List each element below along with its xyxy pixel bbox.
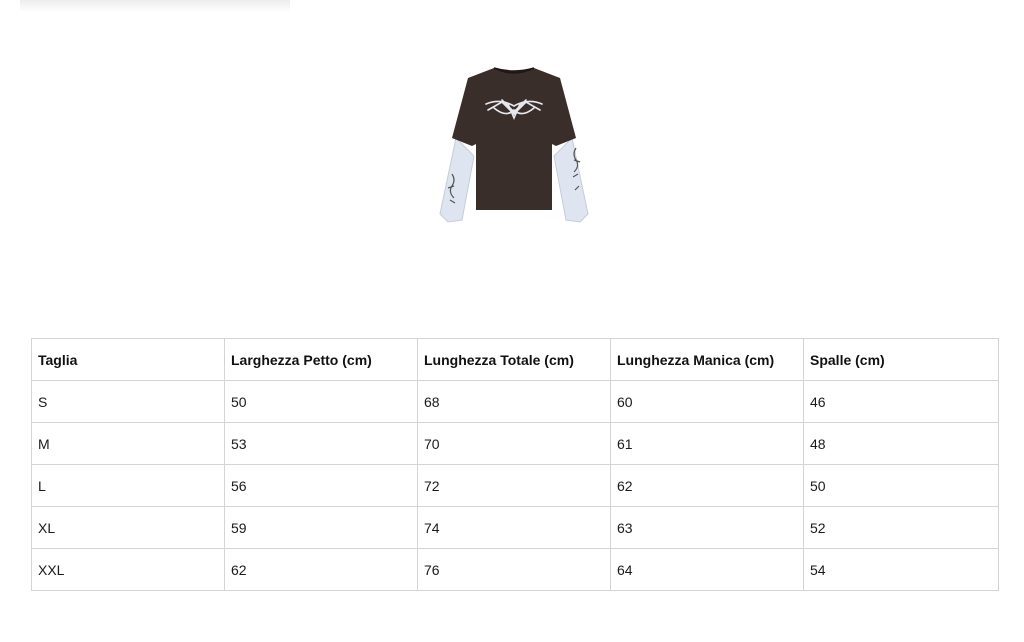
- cell-shoulders: 48: [804, 423, 999, 465]
- right-undersleeve: [554, 138, 588, 222]
- cell-size: M: [32, 423, 225, 465]
- cell-sleeve-length: 61: [611, 423, 804, 465]
- table-row: [32, 381, 999, 423]
- cell-sleeve-length: 62: [611, 465, 804, 507]
- header-shoulders: Spalle (cm): [804, 339, 999, 381]
- table-row: [32, 465, 999, 507]
- cell-shoulders: 50: [804, 465, 999, 507]
- left-undersleeve: [440, 138, 474, 222]
- tshirt-body: [452, 68, 576, 210]
- cell-chest-width: 59: [225, 507, 418, 549]
- cell-sleeve-length: 63: [611, 507, 804, 549]
- size-chart-table: [31, 338, 999, 591]
- header-chest-width: Larghezza Petto (cm): [225, 339, 418, 381]
- cell-size: S: [32, 381, 225, 423]
- cell-size: L: [32, 465, 225, 507]
- cell-chest-width: 62: [225, 549, 418, 591]
- product-image: [436, 64, 592, 228]
- cell-total-length: 70: [418, 423, 611, 465]
- cell-total-length: 72: [418, 465, 611, 507]
- table-row: [32, 549, 999, 591]
- cell-sleeve-length: 60: [611, 381, 804, 423]
- cell-total-length: 76: [418, 549, 611, 591]
- tshirt-illustration: [436, 64, 592, 228]
- cell-size: XXL: [32, 549, 225, 591]
- table-header-row: [32, 339, 999, 381]
- cell-chest-width: 53: [225, 423, 418, 465]
- cell-total-length: 74: [418, 507, 611, 549]
- cell-chest-width: 50: [225, 381, 418, 423]
- cell-chest-width: 56: [225, 465, 418, 507]
- cell-shoulders: 52: [804, 507, 999, 549]
- header-sleeve-length: Lunghezza Manica (cm): [611, 339, 804, 381]
- header-size: Taglia: [32, 339, 225, 381]
- table-row: [32, 423, 999, 465]
- cell-shoulders: 54: [804, 549, 999, 591]
- top-edge-shadow: [20, 0, 290, 12]
- header-total-length: Lunghezza Totale (cm): [418, 339, 611, 381]
- cell-shoulders: 46: [804, 381, 999, 423]
- cell-sleeve-length: 64: [611, 549, 804, 591]
- cell-total-length: 68: [418, 381, 611, 423]
- table-row: [32, 507, 999, 549]
- cell-size: XL: [32, 507, 225, 549]
